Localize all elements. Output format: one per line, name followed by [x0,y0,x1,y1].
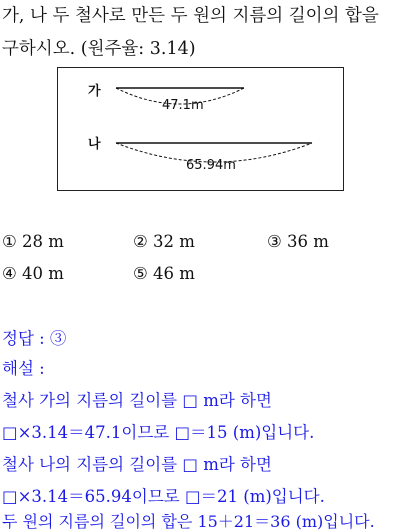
choice-2[interactable] [133,232,195,251]
choice-4[interactable] [2,264,64,283]
wire-a-label: 가 [88,84,101,99]
choice-3-text: 36 m [287,232,329,251]
question-text [2,0,398,66]
choice-3[interactable] [267,232,329,251]
wire-b-length: 65.94m [186,158,236,173]
solution-line-1: 철사 가의 지름의 길이를 □ m라 하면 [2,391,272,410]
choice-1-number: ① [2,232,17,251]
wire-a-length: 47.1m [162,98,204,113]
solution-line-4: □×3.14＝65.94이므로 □＝21 (m)입니다. [2,487,325,506]
choice-3-number: ③ [267,232,282,251]
choice-5[interactable] [133,264,195,283]
choice-2-text: 32 m [153,232,195,251]
solution-line-5: 두 원의 지름의 길이의 합은 15＋21＝36 (m)입니다. [2,512,375,531]
correct-answer: 정답 : ③ [2,329,67,348]
choice-1-text: 28 m [22,232,64,251]
choice-1[interactable] [2,232,64,251]
solution-line-3: 철사 나의 지름의 길이를 □ m라 하면 [2,455,272,474]
solution-line-2: □×3.14＝47.1이므로 □＝15 (m)입니다. [2,423,315,442]
choice-4-number: ④ [2,264,17,283]
choice-2-number: ② [133,232,148,251]
question-line-2: 구하시오. (원주율: 3.14) [2,39,196,59]
solution-header: 해설 : [2,359,45,378]
wire-b-label: 나 [88,137,101,152]
question-line-1: 가, 나 두 철사로 만든 두 원의 지름의 길이의 합을 [2,6,379,26]
wire-diagram [58,68,343,190]
wire-figure [57,67,344,191]
choice-5-number: ⑤ [133,264,148,283]
choice-5-text: 46 m [153,264,195,283]
choice-4-text: 40 m [22,264,64,283]
